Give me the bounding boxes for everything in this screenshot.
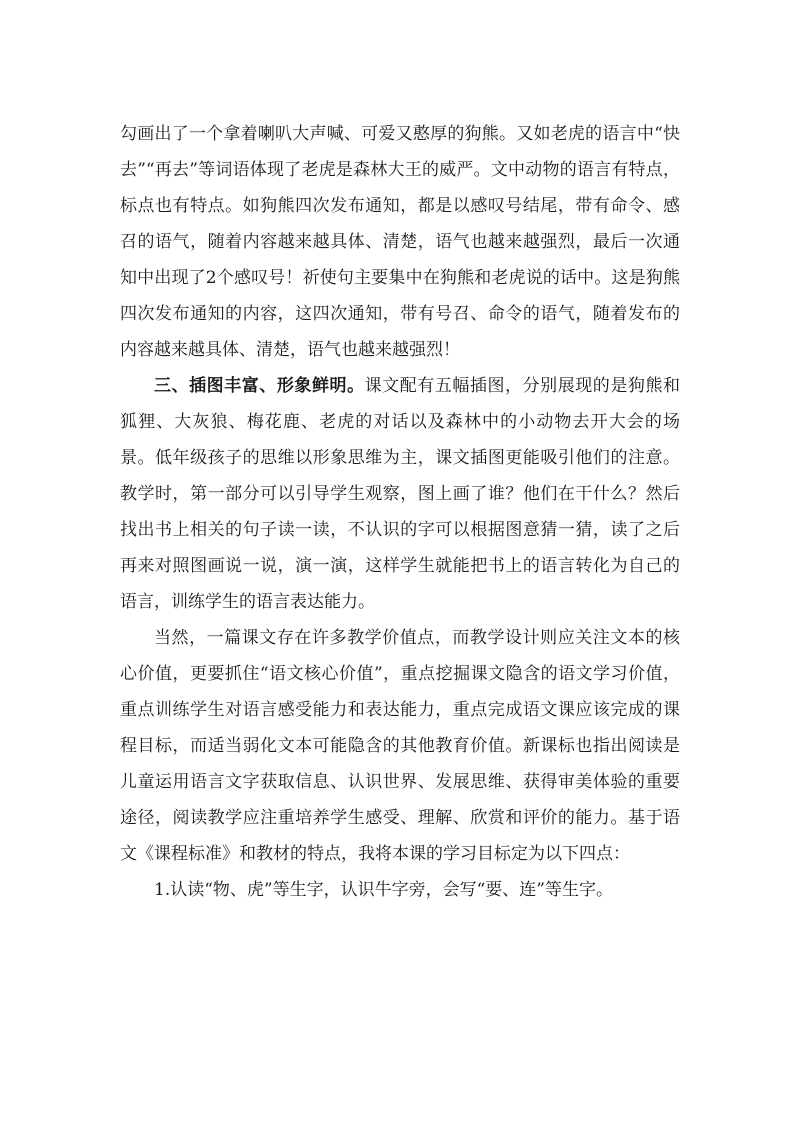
paragraph-core-value: 当然，一篇课文存在许多教学价值点，而教学设计则应关注文本的核心价值，更要抓住“语文核心价值”，重点挖掘课文隐含的语文学习价值，重点训练学生对语言感受能力和表达能力，重点完成语文课应该完成的课程目标，而适当弱化文本可能隐含的其他教育价值。新课标也指出阅读是儿童运用语言文字获取信息、认识世界、发展思维、获得审美体验的重要途径，阅读教学应注重培养学生感受、理解、欣赏和评价的能力。基于语文《课程标准》和教材的特点，我将本课的学习目标定为以下四点： xyxy=(120,628,680,864)
section-heading: 三、插图丰富、形象鲜明。 xyxy=(154,376,365,396)
document-page xyxy=(120,116,680,908)
learning-goal-1: 1.认读“物、虎”等生字，认识牛字旁，会写“要、连”等生字。 xyxy=(154,880,613,900)
paragraph-continuation: 勾画出了一个拿着喇叭大声喊、可爱又憨厚的狗熊。又如老虎的语言中“快去”“再去”等词语体现了老虎是森林大王的威严。文中动物的语言有特点，标点也有特点。如狗熊四次发布通知，都是以感叹号结尾，带有命令、感召的语气，随着内容越来越具体、清楚，语气也越来越强烈，最后一次通知中出现了2个感叹号！祈使句主要集中在狗熊和老虎说的话中。这是狗熊四次发布通知的内容，这四次通知，带有号召、命令的语气，随着发布的内容越来越具体、清楚，语气也越来越强烈！ xyxy=(120,124,680,360)
paragraph-illustrations-body: 课文配有五幅插图，分别展现的是狗熊和狐狸、大灰狼、梅花鹿、老虎的对话以及森林中的小动物去开大会的场景。低年级孩子的思维以形象思维为主，课文插图更能吸引他们的注意。教学时，第一部分可以引导学生观察，图上画了谁？他们在干什么？然后找出书上相关的句子读一读，不认识的字可以根据图意猜一猜，读了之后再来对照图画说一说，演一演，这样学生就能把书上的语言转化为自己的语言，训练学生的语言表达能力。 xyxy=(120,376,681,612)
paragraph-illustrations xyxy=(120,368,680,620)
